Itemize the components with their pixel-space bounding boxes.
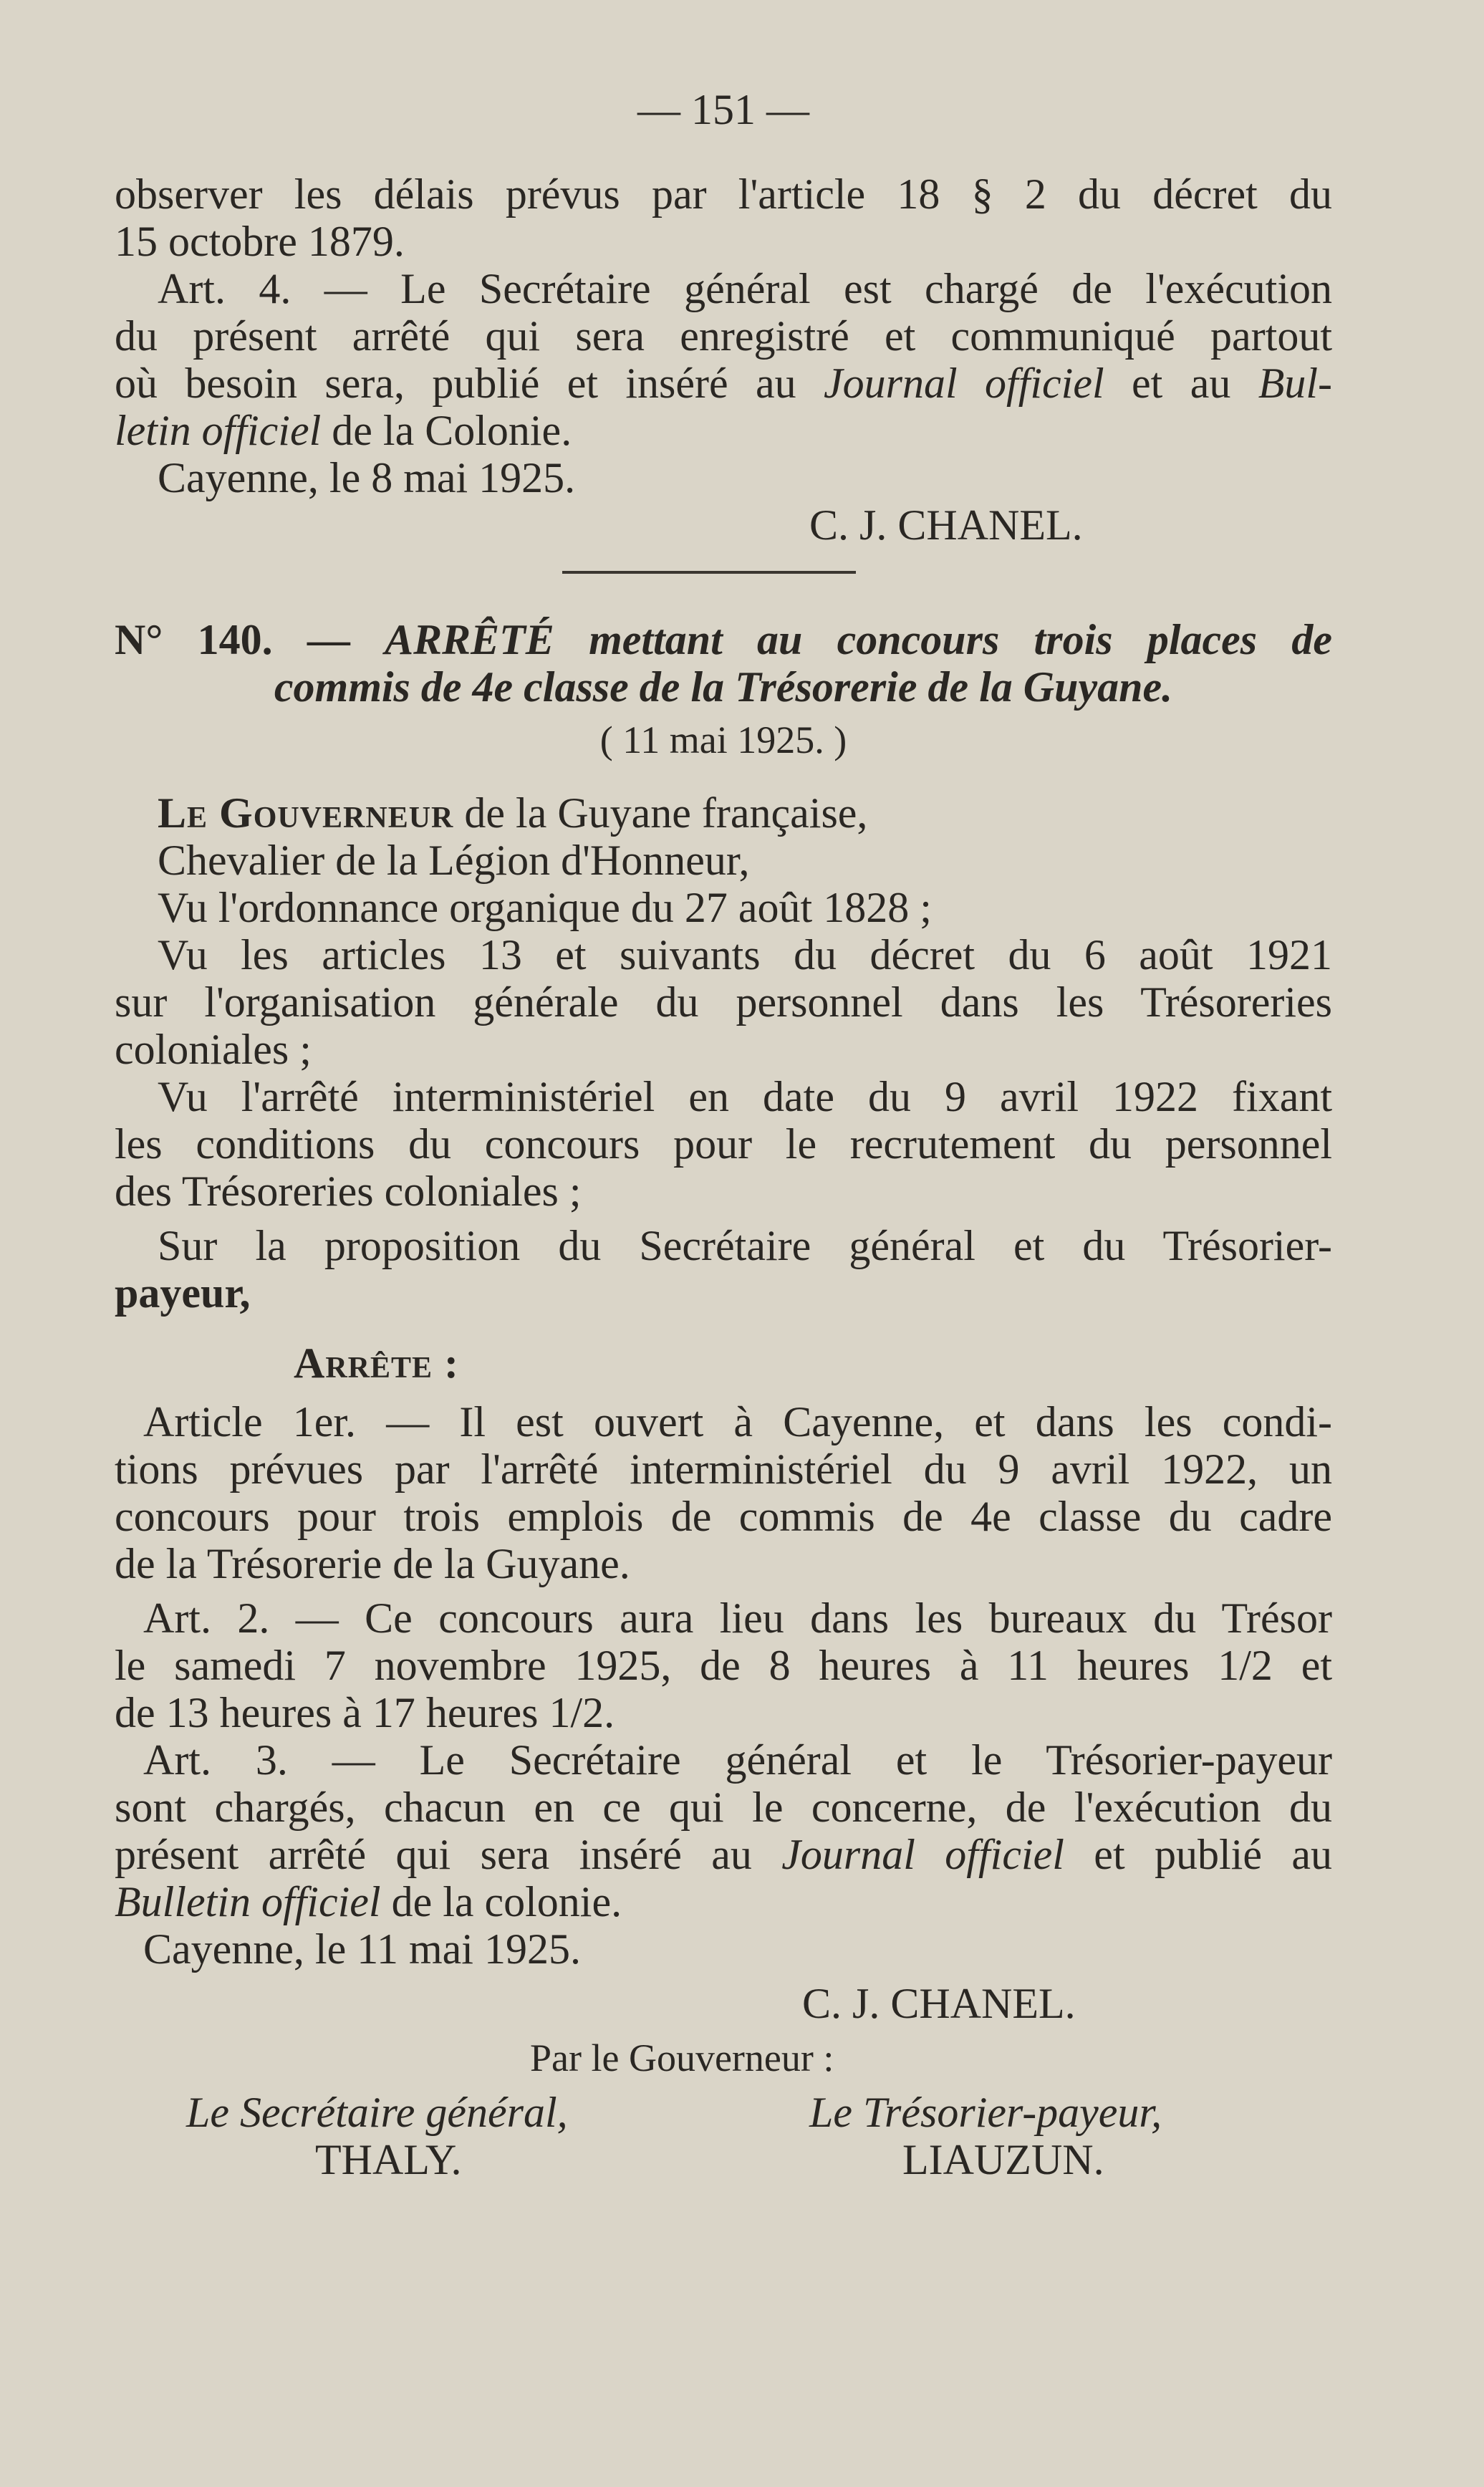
text-line: présent arrêté qui sera inséré au Journal officiel et publié au xyxy=(115,1831,1332,1878)
text-line: Bulletin officiel de la colonie. xyxy=(115,1878,622,1925)
text-line: sont chargés, chacun en ce qui le concerne, de l'exécution du xyxy=(115,1784,1332,1831)
text-line: des Trésoreries coloniales ; xyxy=(115,1168,582,1215)
text-line: Vu l'ordonnance organique du 27 août 1828 ; xyxy=(158,884,932,931)
text-line: Cayenne, le 11 mai 1925. xyxy=(143,1925,581,1973)
text-line: de la Trésorerie de la Guyane. xyxy=(115,1540,630,1587)
text-line: Art. 2. — Ce concours aura lieu dans les bureaux du Trésor xyxy=(143,1594,1332,1642)
text-line: payeur, xyxy=(115,1269,251,1317)
secretaire-name: THALY. xyxy=(315,2136,462,2183)
text-line: sur l'organisation générale du personnel dans les Trésoreries xyxy=(115,978,1332,1026)
text-line: tions prévues par l'arrêté interministériel du 9 avril 1922, un xyxy=(115,1445,1332,1493)
text-line: les conditions du concours pour le recrutement du personnel xyxy=(115,1120,1332,1168)
signature: C. J. CHANEL. xyxy=(802,1980,1076,2027)
text-line: Vu les articles 13 et suivants du décret du 6 août 1921 xyxy=(158,931,1332,978)
tresorier-name: LIAUZUN. xyxy=(902,2136,1104,2183)
text-line: Le Gouverneur de la Guyane française, xyxy=(158,789,868,837)
text-line: Art. 3. — Le Secrétaire général et le Trésorier-payeur xyxy=(143,1736,1332,1784)
text-line: concours pour trois emplois de commis de 4e classe du cadre xyxy=(115,1493,1332,1540)
text-line: de 13 heures à 17 heures 1/2. xyxy=(115,1689,615,1736)
heading-line: commis de 4e classe de la Trésorerie de la Guyane. xyxy=(274,663,1173,711)
text-line: du présent arrêté qui sera enregistré et communiqué partout xyxy=(115,312,1332,360)
text-line: letin officiel de la Colonie. xyxy=(115,407,572,454)
text-line: le samedi 7 novembre 1925, de 8 heures à 11 heures 1/2 et xyxy=(115,1642,1332,1689)
text-line: Art. 4. — Le Secrétaire général est chargé de l'exécution xyxy=(158,265,1332,312)
date-line: ( 11 mai 1925. ) xyxy=(599,718,847,761)
heading-line: N° 140. — ARRÊTÉ mettant au concours trois places de xyxy=(115,616,1333,663)
tresorier-title: Le Trésorier-payeur, xyxy=(809,2089,1162,2136)
text-line: 15 octobre 1879. xyxy=(115,218,405,265)
secretaire-title: Le Secrétaire général, xyxy=(186,2089,568,2136)
text-line: où besoin sera, publié et inséré au Journal officiel et au Bul- xyxy=(115,360,1333,407)
page-number: — 151 — xyxy=(637,86,809,133)
signature: C. J. CHANEL. xyxy=(809,501,1083,549)
text-line: Article 1er. — Il est ouvert à Cayenne, et dans les condi- xyxy=(143,1398,1332,1445)
text-line: coloniales ; xyxy=(115,1026,312,1073)
divider xyxy=(562,571,856,574)
par-le-gouverneur: Par le Gouverneur : xyxy=(530,2036,834,2079)
text-line: observer les délais prévus par l'article 18 § 2 du décret du xyxy=(115,170,1332,218)
arrete-heading: Arrête : xyxy=(294,1339,460,1387)
text-line: Vu l'arrêté interministériel en date du 9 avril 1922 fixant xyxy=(158,1073,1332,1120)
text-line: Cayenne, le 8 mai 1925. xyxy=(158,454,576,501)
text-line: Sur la proposition du Secrétaire général et du Trésorier- xyxy=(158,1222,1332,1269)
text-line: Chevalier de la Légion d'Honneur, xyxy=(158,837,750,884)
